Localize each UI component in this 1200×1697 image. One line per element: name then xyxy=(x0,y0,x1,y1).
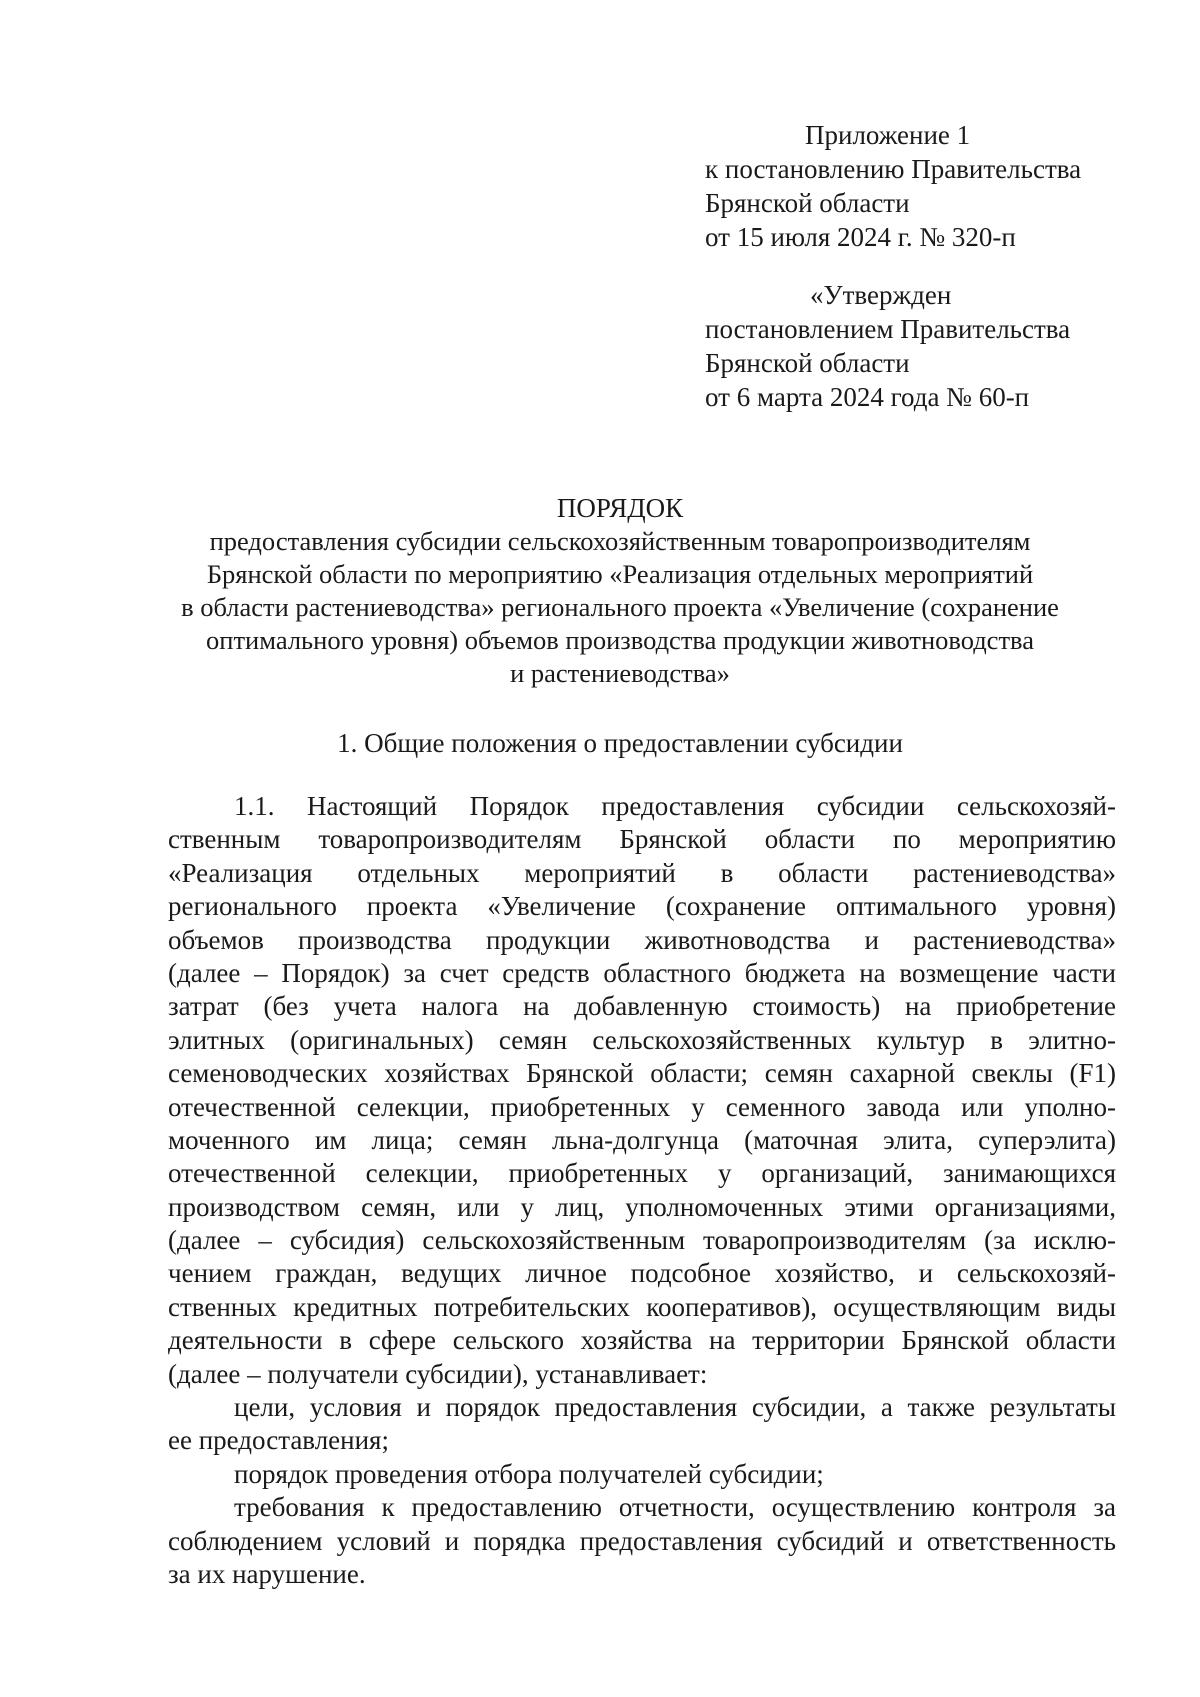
appendix-header xyxy=(705,118,1145,254)
paragraph-line: элитных (оригинальных) семян сельскохозяйственных культур в элитно- xyxy=(168,1024,1116,1055)
paragraph-line: чением граждан, ведущих личное подсобное хозяйство, и сельскохозяй- xyxy=(168,1258,1116,1289)
document-title xyxy=(120,492,1120,690)
paragraph-line: отечественной селекции, приобретенных у семенного завода или уполно- xyxy=(168,1091,1116,1122)
list-item-goals-cont: ее предоставления; xyxy=(168,1425,389,1456)
paragraph-line: семеноводческих хозяйствах Брянской области; семян сахарной свеклы (F1) xyxy=(168,1058,1116,1089)
paragraph-line: ственным товаропроизводителям Брянской области по мероприятию xyxy=(168,824,1116,855)
approved-line: постановлением Правительства xyxy=(705,314,1071,344)
title-main: ПОРЯДОК xyxy=(556,493,684,523)
paragraph-line: деятельности в сфере сельского хозяйства на территории Брянской области xyxy=(168,1325,1116,1356)
list-item-requirements: требования к предоставлению отчетности, осуществлению контроля за xyxy=(234,1492,1116,1523)
title-line: оптимального уровня) объемов производства продукции животноводства xyxy=(206,625,1034,655)
list-item-goals: цели, условия и порядок предоставления субсидии, а также результаты xyxy=(234,1392,1116,1423)
approved-line: Брянской области xyxy=(705,348,910,378)
appendix-line: к постановлению Правительства xyxy=(705,154,1082,184)
paragraph-line: «Реализация отдельных мероприятий в области растениеводства» xyxy=(168,857,1116,888)
paragraph-line: моченного им лица; семян льна-долгунца (маточная элита, суперэлита) xyxy=(168,1124,1116,1155)
paragraph-line: отечественной селекции, приобретенных у организаций, занимающихся xyxy=(168,1158,1116,1189)
title-line: и растениеводства» xyxy=(510,658,730,688)
list-item-requirements-end: за их нарушение. xyxy=(168,1558,366,1589)
paragraph-line: производством семян, или у лиц, уполномоченных этими организациями, xyxy=(168,1191,1116,1222)
title-line: Брянской области по мероприятию «Реализация отдельных мероприятий xyxy=(206,559,1034,589)
section-heading: 1. Общие положения о предоставлении субсидии xyxy=(337,728,903,758)
paragraph-line: 1.1. Настоящий Порядок предоставления субсидии сельскохозяй- xyxy=(234,791,1116,821)
list-item-selection: порядок проведения отбора получателей субсидии; xyxy=(234,1458,824,1489)
paragraph-line: регионального проекта «Увеличение (сохранение оптимального уровня) xyxy=(168,891,1116,922)
approved-line: от 6 марта 2024 года № 60-п xyxy=(705,382,1030,412)
paragraph-line: объемов производства продукции животноводства и растениеводства» xyxy=(168,924,1116,955)
paragraph-line: ственных кредитных потребительских кооперативов), осуществляющим виды xyxy=(168,1291,1116,1322)
title-line: в области растениеводства» регионального проекта «Увеличение (сохранение xyxy=(181,592,1059,622)
approved-header xyxy=(705,278,1145,414)
appendix-line: Приложение 1 xyxy=(805,120,971,150)
paragraph-1-1 xyxy=(168,790,1116,1591)
paragraph-line: (далее – Порядок) за счет средств областного бюджета на возмещение части xyxy=(168,957,1116,988)
paragraph-line: (далее – получатели субсидии), устанавливает: xyxy=(168,1358,708,1389)
approved-line: «Утвержден xyxy=(810,280,952,310)
appendix-line: Брянской области xyxy=(705,188,910,218)
appendix-line: от 15 июля 2024 г. № 320-п xyxy=(705,222,1016,252)
paragraph-line: (далее – субсидия) сельскохозяйственным товаропроизводителям (за исклю- xyxy=(168,1225,1116,1256)
title-line: предоставления субсидии сельскохозяйственным товаропроизводителям xyxy=(209,526,1031,556)
list-item-requirements-cont: соблюдением условий и порядка предоставления субсидий и ответственность xyxy=(168,1525,1116,1556)
paragraph-line: затрат (без учета налога на добавленную стоимость) на приобретение xyxy=(168,991,1116,1022)
